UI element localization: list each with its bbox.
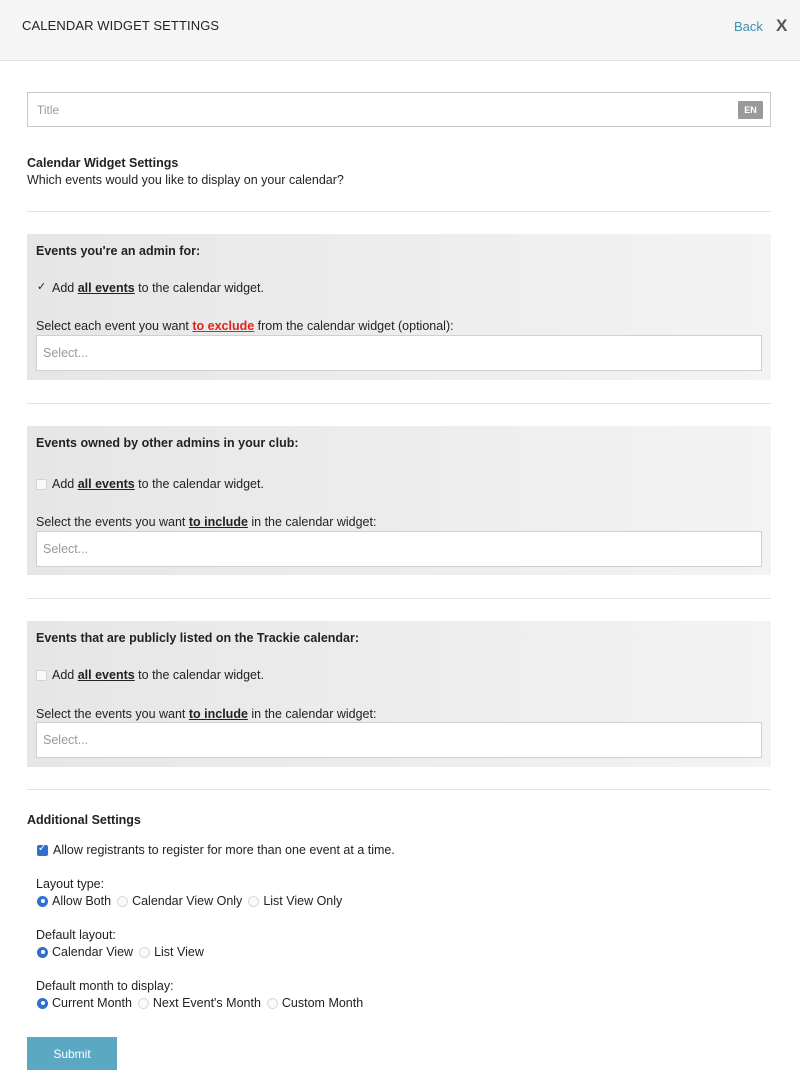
include-events-select[interactable]: Select... [36,531,762,567]
additional-settings-heading: Additional Settings [27,813,141,827]
radio-button[interactable] [248,896,259,907]
submit-button[interactable]: Submit [27,1037,117,1070]
divider [27,789,771,790]
title-field [27,92,771,127]
select-label: Select each event you want to exclude from the calendar widget (optional): [36,319,454,333]
radio-option[interactable]: Calendar View Only [117,894,242,908]
radio-option[interactable]: List View [139,945,204,959]
add-all-label: Add all events to the calendar widget. [52,668,264,682]
radio-button[interactable] [267,998,278,1009]
section-subtitle: Which events would you like to display on your calendar? [27,173,344,187]
back-link[interactable]: Back [734,19,763,34]
add-all-checkbox[interactable] [36,670,47,681]
select-label: Select the events you want to include in the calendar widget: [36,707,377,721]
close-icon[interactable]: X [776,16,788,35]
radio-button[interactable] [117,896,128,907]
divider [27,598,771,599]
panel-club-events [27,426,771,575]
radio-button[interactable] [139,947,150,958]
radio-option[interactable]: Calendar View [37,945,133,959]
select-label: Select the events you want to include in the calendar widget: [36,515,377,529]
add-all-row [36,281,264,295]
section-heading: Calendar Widget Settings [27,156,179,170]
radio-button[interactable] [37,947,48,958]
add-all-row [36,668,264,682]
panel-public-events [27,621,771,767]
radio-option[interactable]: Allow Both [37,894,111,908]
layout-type-label: Layout type: [36,877,105,891]
allow-multi-row [37,843,395,857]
title-input[interactable] [28,93,728,126]
add-all-label: Add all events to the calendar widget. [52,281,264,295]
allow-multi-label: Allow registrants to register for more than one event at a time. [53,843,395,857]
exclude-events-select[interactable]: Select... [36,335,762,371]
radio-button[interactable] [37,896,48,907]
panel-title: Events you're an admin for: [36,244,201,258]
add-all-checkbox[interactable] [36,479,47,490]
page-title: CALENDAR WIDGET SETTINGS [22,18,220,33]
layout-type-radios [37,894,348,908]
radio-option[interactable]: Custom Month [267,996,363,1010]
divider [27,403,771,404]
language-badge[interactable]: EN [738,101,763,119]
default-month-label: Default month to display: [36,979,174,993]
radio-option[interactable]: Current Month [37,996,132,1010]
panel-title: Events that are publicly listed on the Trackie calendar: [36,631,360,645]
add-all-label: Add all events to the calendar widget. [52,477,264,491]
allow-multi-checkbox[interactable] [37,845,48,856]
radio-button[interactable] [37,998,48,1009]
modal-header [0,0,800,61]
default-layout-label: Default layout: [36,928,116,942]
add-all-row [36,477,264,491]
divider [27,211,771,212]
radio-button[interactable] [138,998,149,1009]
panel-title: Events owned by other admins in your club: [36,436,299,450]
radio-option[interactable]: Next Event's Month [138,996,261,1010]
include-events-select[interactable]: Select... [36,722,762,758]
add-all-checkbox[interactable] [36,283,47,294]
default-month-radios [37,996,369,1010]
default-layout-radios [37,945,210,959]
panel-admin-events [27,234,771,380]
radio-option[interactable]: List View Only [248,894,342,908]
